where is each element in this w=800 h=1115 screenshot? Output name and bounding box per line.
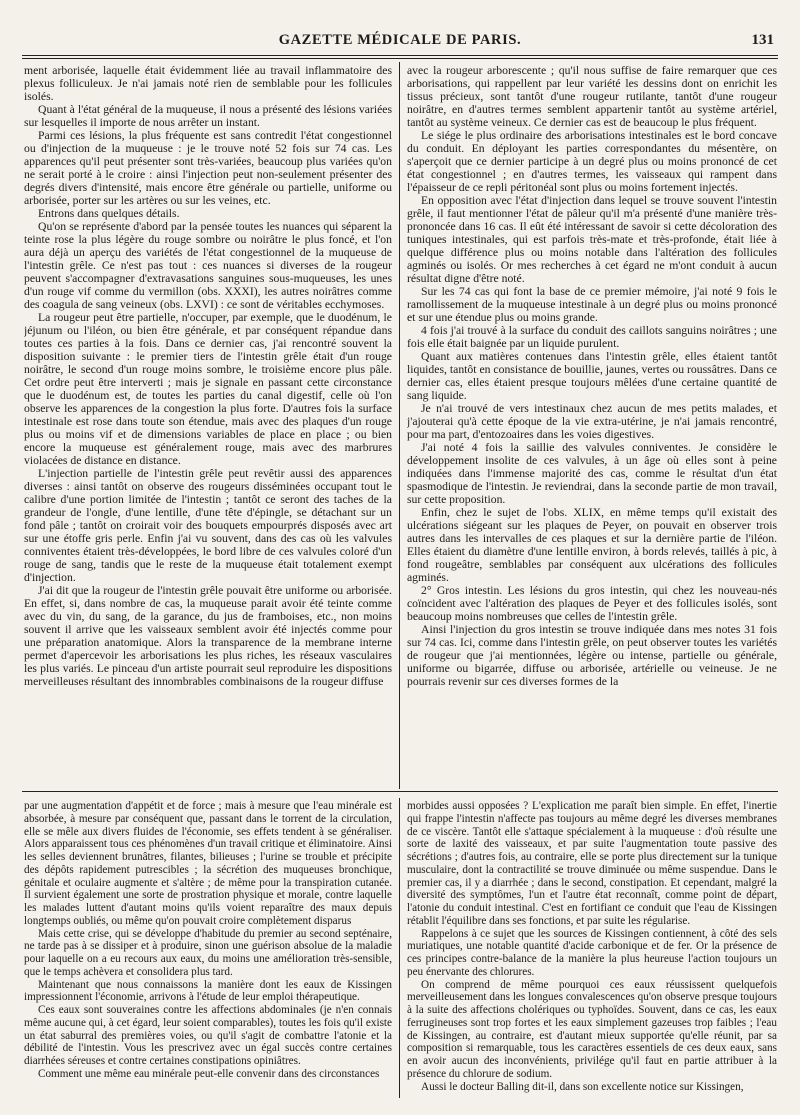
paragraph: Sur les 74 cas qui font la base de ce premier mémoire, j'ai noté 9 fois le ramollissement de la muqueuse intestinale à un degré plus ou moins prononcé et sur une étendue plus ou moins grande. — [407, 285, 777, 324]
paragraph: avec la rougeur arborescente ; qu'il nous suffise de faire remarquer que ces arborisations, qui rappellent par leur variété les dessins dont on enrichit les tissus précieux, sont tantôt d'une rougeur rutilante, tantôt d'une rougeur noirâtre, en d'autres termes semblent appartenir tantôt au système artériel, tantôt au système veineux. Ce dernier cas est de beaucoup le plus fréquent. — [407, 64, 777, 129]
paragraph: ment arborisée, laquelle était évidemment liée au travail inflammatoire des plexus folliculeux. Je n'ai jamais noté rien de semblable pour les follicules isolés. — [24, 64, 392, 103]
paragraph: Qu'on se représente d'abord par la pensée toutes les nuances qui séparent la teinte rose la plus légère du rouge sombre ou noirâtre le plus foncé, et l'on aura déjà un aperçu des variétés de l'état congestionnel de la muqueuse de l'intestin grêle. Ce n'est pas tout : ces nuances si diverses de la rougeur peuvent s'accompagner d'extravasations sanguines sous-muqueuses, les unes d'un rouge vif comme du vermillon (obs. XXXI), les autres noirâtres comme des coagula de sang veineux (obs. LXVI) : ce sont de véritables ecchymoses. — [24, 220, 392, 311]
paragraph: par une augmentation d'appétit et de force ; mais à mesure que l'eau minérale est absorbée, à mesure par conséquent que, passant dans le torrent de la circulation, elle se mêle aux divers fluides de l'économie, ses effets tendent à se généraliser. Alors apparaissent tous ces phénomènes d'un travail critique et éliminatoire. Ainsi les selles deviennent brunâtres, filantes, bilieuses ; l'urine se trouble et précipite des dépôts rapidement putrescibles ; la sécrétion des muqueuses bronchique, génitale et oculaire augmente et s'altère ; de même pour la transpiration cutanée. Il survient également une sorte de prostration physique et morale, contre laquelle les malades luttent d'autant moins qu'ils voient reparaître des maux depuis longtemps oubliés, ou même qu'on pouvait croire complètement disparus — [24, 800, 392, 927]
paragraph: Parmi ces lésions, la plus fréquente est sans contredit l'état congestionnel ou d'injection de la muqueuse : je le trouve noté 52 fois sur 74 cas. Les apparences qu'il peut présenter sont très-variées, beaucoup plus variées qu'on ne serait porté à le croire : ainsi l'injection peut non-seulement présenter des degrés divers d'intensité, mais encore être générale ou partielle, uniforme ou arborisée, porter sur les artères ou sur les veines, etc. — [24, 129, 392, 207]
paragraph: Quant aux matières contenues dans l'intestin grêle, elles étaient tantôt liquides, tantôt en consistance de bouillie, jaunes, vertes ou roussâtres. Dans ce dernier cas, elles étaient presque toujours mêlées d'une certaine quantité de sang liquide. — [407, 350, 777, 402]
column-divider-lower — [399, 798, 400, 1098]
lower-left-column — [24, 800, 392, 1098]
paragraph: Rappelons à ce sujet que les sources de Kissingen contiennent, à côté des sels muriatiques, une notable quantité d'acide carbonique et de fer. Or la présence de ces principes contre-balance de la manière la plus heureuse l'action toujours un peu énervante des chlorures. — [407, 927, 777, 978]
paragraph: J'ai noté 4 fois la saillie des valvules conniventes. Je considère le développement insolite de ces valvules, à un âge où elles sont à peine indiquées dans l'immense majorité des cas, comme le résultat d'un état spasmodique de l'intestin. Je reviendrai, dans la seconde partie de mon travail, sur cette proposition. — [407, 441, 777, 506]
paragraph: 2° Gros intestin. Les lésions du gros intestin, qui chez les nouveau-nés coïncident avec l'altération des plaques de Peyer et des follicules isolés, sont beaucoup moins nombreuses que celles de l'intestin grêle. — [407, 584, 777, 623]
paragraph: 4 fois j'ai trouvé à la surface du conduit des caillots sanguins noirâtres ; une fois elle était baignée par un liquide purulent. — [407, 324, 777, 350]
paragraph: Comment une même eau minérale peut-elle convenir dans des circonstances — [38, 1067, 380, 1080]
paragraph: Ainsi l'injection du gros intestin se trouve indiquée dans mes notes 31 fois sur 74 cas. Ici, comme dans l'intestin grêle, on peut observer toutes les variétés de rougeur que j'ai mentionnées, légère ou intense, partielle ou générale, uniforme ou bigarrée, diffuse ou arborisée, artérielle ou veineuse. Je ne pourrais revenir sur ces diverses formes de la — [407, 623, 777, 688]
paragraph: Aussi le docteur Balling dit-il, dans son excellente notice sur Kissingen, — [421, 1080, 744, 1093]
paragraph: Quant à l'état général de la muqueuse, il nous a présenté des lésions variées sur lesquelles il importe de nous arrêter un instant. — [24, 103, 392, 129]
paragraph: Ces eaux sont souveraines contre les affections abdominales (je n'en connais même aucune qui, à cet égard, leur soient comparables), toutes les fois qu'il existe un état saburral des premières voies, ou qu'il s'agit de combattre l'atonie et la débilité de l'intestin. Vous les prescrivez avec un égal succès contre certaines diarrhées séreuses et contre certaines constipations opiniâtres. — [24, 1004, 392, 1067]
header-rule-double — [22, 58, 778, 59]
paragraph: J'ai dit que la rougeur de l'intestin grêle pouvait être uniforme ou arborisée. En effet, si, dans nombre de cas, la muqueuse parait avoir été teinte comme avec du vin, du sang, de la garance, du jus de framboises, etc., non moins souvent il arrive que les vaisseaux semblent avoir été injectés comme pour une préparation anatomique. Alors la transparence de la membrane interne permet d'apercevoir les arborisations les plus riches, les réseaux vasculaires les plus variés. Le pinceau d'un artiste pourrait seul reproduire les dispositions merveilleuses résultant des innombrables combinaisons de la rougeur diffuse — [24, 584, 392, 688]
paragraph: Entrons dans quelques détails. — [38, 207, 180, 220]
lower-right-column — [407, 800, 777, 1098]
section-separator — [22, 791, 778, 792]
page-number: 131 — [751, 32, 774, 48]
header-rule — [22, 55, 778, 56]
paragraph: Maintenant que nous connaissons la manière dont les eaux de Kissingen impressionnent l'économie, arrivons à l'étude de leur emploi thérapeutique. — [24, 978, 392, 1004]
paragraph: Enfin, chez le sujet de l'obs. XLIX, en même temps qu'il existait des ulcérations siégeant sur les plaques de Peyer, on pouvait en observer trois autres dans les intervalles de ces plaques et sur la dernière partie de l'iléon. Elles étaient du diamètre d'une lentille environ, à bords relevés, taillés à pic, à fond rougeâtre, semblables par conséquent aux ulcérations des follicules agminés. — [407, 506, 777, 584]
upper-right-column — [407, 64, 777, 788]
paragraph: En opposition avec l'état d'injection dans lequel se trouve souvent l'intestin grêle, il faut mentionner l'état de pâleur qu'il m'a présenté d'une manière très-prononcée dans 16 cas. Il eût été intéressant de savoir si cette décoloration des tuniques intestinales, qui est parfois très-mate et très-profonde, était liée à quelque différence plus ou moins notable dans l'altération des follicules agminés ou isolés. Or mes recherches à cet égard ne m'ont conduit à aucun résultat digne d'être noté. — [407, 194, 777, 285]
paragraph: On comprend de même pourquoi ces eaux réussissent quelquefois merveilleusement dans les longues convalescences qu'on observe presque toujours à la suite des affections cholériques ou typhoïdes. Souvent, dans ce cas, les eaux ferrugineuses sont trop fortes et les eaux simplement gazeuses trop faibles ; l'eau de Kissingen, au contraire, est d'autant mieux supportée qu'elle réunit, par sa composition si remarquable, tous les caractères essentiels de ces deux eaux, sans en avoir aucun des inconvénients, privilége qu'il faut en partie attribuer à la présence du chlorure de sodium. — [407, 978, 777, 1080]
paragraph: La rougeur peut être partielle, n'occuper, par exemple, que le duodénum, le jéjunum ou l'iléon, ou bien être générale, et par conséquent répandue dans toutes ces parties à la fois. Dans ce dernier cas, j'ai rencontré souvent la disposition suivante : le premier tiers de l'intestin grêle était d'un rouge noirâtre, le second d'un rouge moins sombre, le troisième encore plus pâle. Cet ordre peut être interverti ; mais je signale en passant cette circonstance que le duodénum est, de toutes les parties du canal digestif, celle où l'on observe les apparences de la congestion la plus forte. D'autres fois la surface intestinale est rose dans toute son étendue, mais avec des plaques d'un rouge plus ou moins vif et de dimensions variables de place en place ; ou bien encore la muqueuse est généralement rouge, mais avec des marbrures violacées de distance en distance. — [24, 311, 392, 467]
paragraph: L'injection partielle de l'intestin grêle peut revêtir aussi des apparences diverses : ainsi tantôt on observe des rougeurs disséminées occupant tout le calibre d'une portion limitée de l'intestin ; tantôt ce seront des taches de la grandeur de l'ongle, d'une lentille, d'une tête d'épingle, se détachant sur un fond pâle ; tantôt on croirait voir des bouquets empourprés disposés avec art sur une étoffe gris perle. Enfin j'ai vu souvent, dans des cas où les valvules conniventes étaient très-développées, le bord libre de ces valvules coloré d'un rouge de sang, tandis que le reste de la muqueuse était totalement exempt d'injection. — [24, 467, 392, 584]
upper-left-column — [24, 64, 392, 788]
paragraph: Le siége le plus ordinaire des arborisations intestinales est le bord concave du conduit. En déployant les parties correspondantes du mésentère, on s'aperçoit que ce dernier participe à un degré plus ou moins prononcé de cet état congestionnel ; en d'autres termes, les vaisseaux qui rampent dans l'épaisseur de ce repli péritonéal sont plus ou moins fortement injectés. — [407, 129, 777, 194]
paragraph: Je n'ai trouvé de vers intestinaux chez aucun de mes petits malades, et j'ajouterai qu'à cette époque de la vie extra-utérine, je n'ai jamais rencontré, pour ma part, d'entozoaires dans les voies digestives. — [407, 402, 777, 441]
paragraph: Mais cette crise, qui se développe d'habitude du premier au second septénaire, ne tarde pas à se dissiper et à produire, sinon une guérison absolue de la maladie pour laquelle on a eu recours aux eaux, du moins une amélioration très-sensible, que le temps achèvera et consolidera plus tard. — [24, 927, 392, 978]
paragraph: morbides aussi opposées ? L'explication me paraît bien simple. En effet, l'inertie qui frappe l'intestin n'affecte pas toujours au même degré les diverses membranes de ce viscère. Tantôt elle s'attaque spécialement à la muqueuse : d'où résulte une sorte de laxité des vaisseaux, et par suite l'augmentation toute passive des sécrétions ; d'autres fois, au contraire, elle se porte plus directement sur la tunique musculaire, dont la contractilité se trouve diminuée ou même suspendue. Dans le premier cas, il y a diarrhée ; dans le second, constipation. Et cependant, malgré la diversité des symptômes, l'un et l'autre état reconnaît, comme point de départ, l'atonie du conduit intestinal. C'est en fortifiant ce conduit que l'eau de Kissingen rétablit l'équilibre dans ses fonctions, et par suite les régularise. — [407, 800, 777, 927]
page-header — [22, 32, 778, 50]
column-divider-upper — [399, 62, 400, 789]
journal-title: GAZETTE MÉDICALE DE PARIS. — [278, 32, 522, 48]
